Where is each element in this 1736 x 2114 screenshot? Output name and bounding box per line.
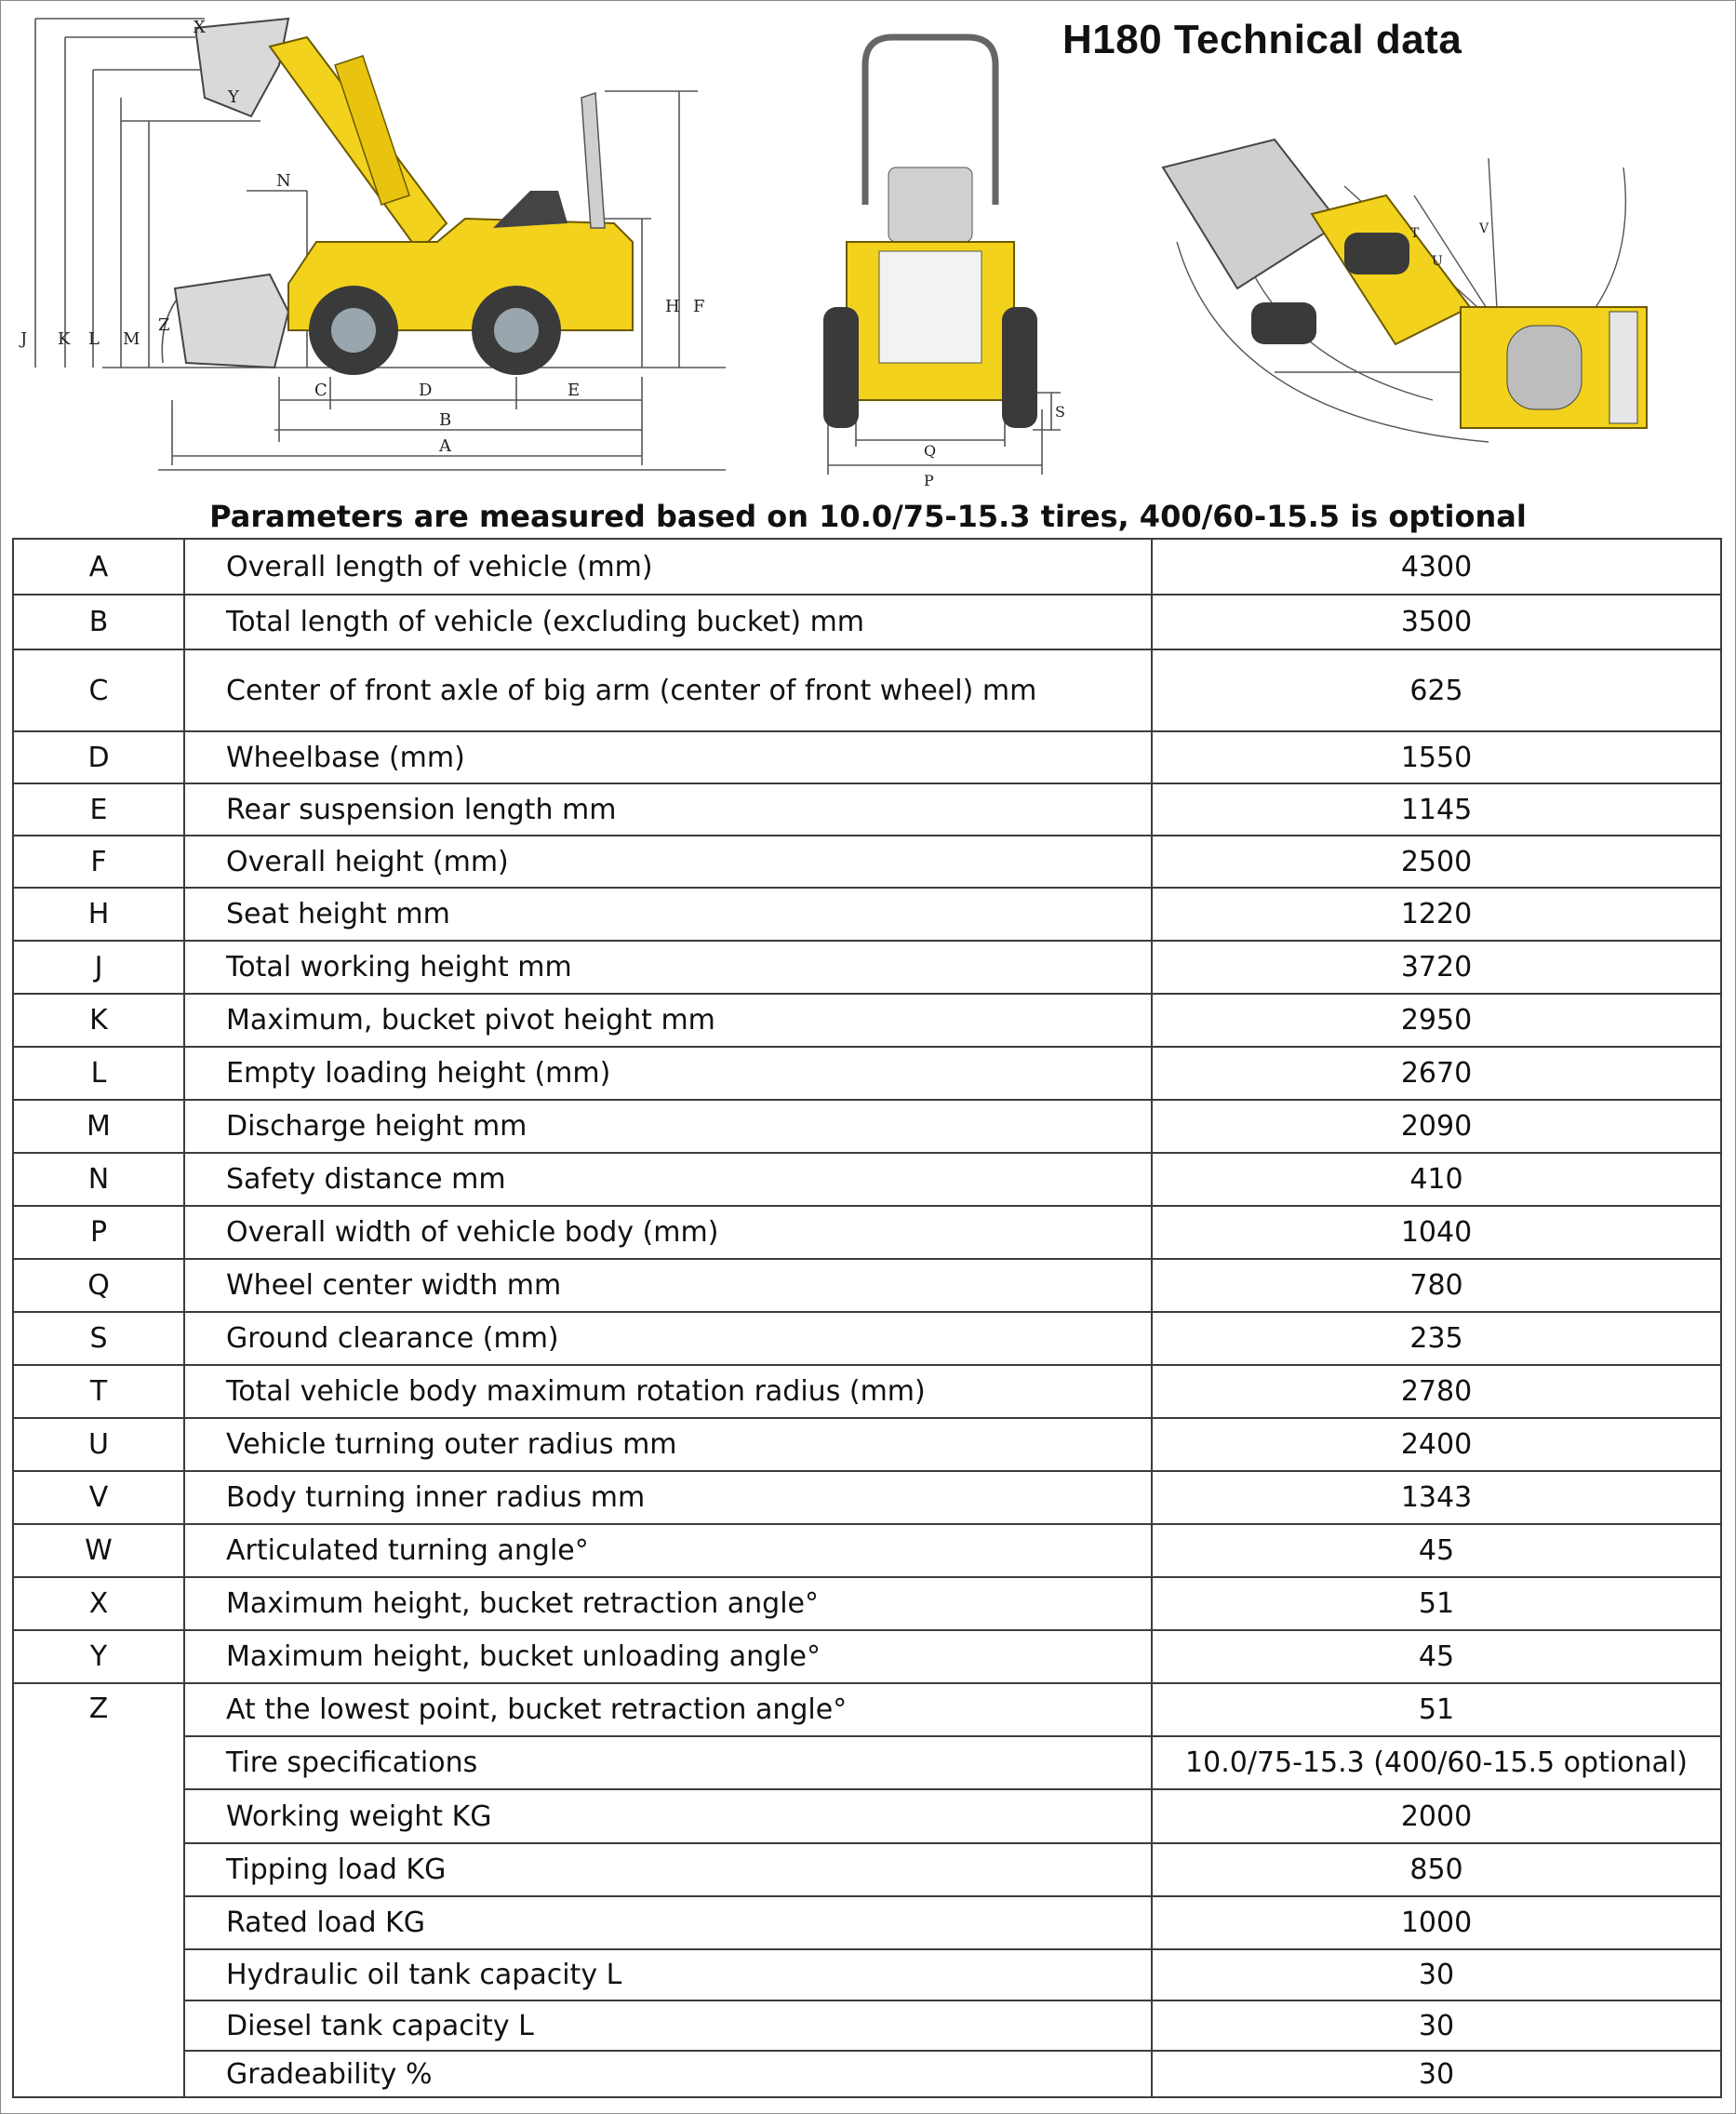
row-parameter: Articulated turning angle° xyxy=(184,1524,1152,1577)
row-code: N xyxy=(13,1153,184,1206)
table-row xyxy=(13,595,1721,649)
side-label-x: X xyxy=(194,18,206,37)
row-value: 1343 xyxy=(1152,1471,1721,1524)
row-parameter: Gradeability % xyxy=(184,2051,1152,2097)
front-view-diagram xyxy=(814,28,1070,493)
side-label-c: C xyxy=(314,381,327,400)
row-code: V xyxy=(13,1471,184,1524)
row-code: D xyxy=(13,731,184,783)
row-code: W xyxy=(13,1524,184,1577)
row-value: 51 xyxy=(1152,1577,1721,1630)
row-value: 1550 xyxy=(1152,731,1721,783)
row-parameter: Maximum height, bucket unloading angle° xyxy=(184,1630,1152,1683)
table-row xyxy=(13,649,1721,731)
row-value: 4300 xyxy=(1152,539,1721,595)
table-row xyxy=(13,783,1721,836)
row-code: C xyxy=(13,649,184,731)
row-value: 1220 xyxy=(1152,888,1721,941)
technical-data-table xyxy=(12,538,1722,2098)
front-label-p: P xyxy=(924,472,934,489)
row-parameter: Diesel tank capacity L xyxy=(184,2000,1152,2051)
side-label-h: H xyxy=(665,297,680,316)
row-value: 45 xyxy=(1152,1524,1721,1577)
turn-label-u: U xyxy=(1432,254,1443,269)
row-parameter: Total working height mm xyxy=(184,941,1152,994)
row-parameter: Tire specifications xyxy=(184,1736,1152,1789)
side-label-m: M xyxy=(123,329,140,349)
side-label-l: L xyxy=(88,329,100,349)
row-code: E xyxy=(13,783,184,836)
row-parameter: Seat height mm xyxy=(184,888,1152,941)
side-label-k: K xyxy=(58,329,71,349)
row-parameter: Overall width of vehicle body (mm) xyxy=(184,1206,1152,1259)
row-parameter: Maximum, bucket pivot height mm xyxy=(184,994,1152,1047)
table-row xyxy=(13,1259,1721,1312)
side-label-z: Z xyxy=(158,315,170,335)
row-parameter: Wheel center width mm xyxy=(184,1259,1152,1312)
row-value: 1040 xyxy=(1152,1206,1721,1259)
row-value: 3500 xyxy=(1152,595,1721,649)
table-row xyxy=(13,1100,1721,1153)
row-code: Q xyxy=(13,1259,184,1312)
row-parameter: Total length of vehicle (excluding bucket) mm xyxy=(184,595,1152,649)
turn-label-t: T xyxy=(1410,226,1420,241)
row-parameter: Wheelbase (mm) xyxy=(184,731,1152,783)
row-parameter: Working weight KG xyxy=(184,1789,1152,1843)
table-row xyxy=(13,2000,1721,2051)
row-value: 1145 xyxy=(1152,783,1721,836)
row-code: Z xyxy=(13,1683,184,2097)
row-code: A xyxy=(13,539,184,595)
row-parameter: Rear suspension length mm xyxy=(184,783,1152,836)
turning-radius-diagram xyxy=(1154,121,1675,456)
table-row xyxy=(13,1683,1721,1736)
row-parameter: Overall length of vehicle (mm) xyxy=(184,539,1152,595)
table-row xyxy=(13,836,1721,888)
table-row xyxy=(13,1949,1721,2000)
table-row xyxy=(13,1843,1721,1896)
row-parameter: Maximum height, bucket retraction angle° xyxy=(184,1577,1152,1630)
row-code: J xyxy=(13,941,184,994)
row-code: X xyxy=(13,1577,184,1630)
row-value: 410 xyxy=(1152,1153,1721,1206)
diagram-header xyxy=(0,0,1736,501)
table-row xyxy=(13,1736,1721,1789)
side-label-a: A xyxy=(439,436,451,456)
row-parameter: Overall height (mm) xyxy=(184,836,1152,888)
side-label-d: D xyxy=(419,381,433,400)
row-parameter: Tipping load KG xyxy=(184,1843,1152,1896)
side-label-f: F xyxy=(693,297,705,316)
row-value: 2780 xyxy=(1152,1365,1721,1418)
row-parameter: At the lowest point, bucket retraction angle° xyxy=(184,1683,1152,1736)
row-value: 3720 xyxy=(1152,941,1721,994)
row-value: 2950 xyxy=(1152,994,1721,1047)
side-label-j: J xyxy=(20,329,28,349)
table-row xyxy=(13,731,1721,783)
table-row xyxy=(13,941,1721,994)
table-row xyxy=(13,888,1721,941)
row-code: Y xyxy=(13,1630,184,1683)
side-label-b: B xyxy=(439,410,452,430)
row-value: 30 xyxy=(1152,1949,1721,2000)
row-code: T xyxy=(13,1365,184,1418)
row-parameter: Ground clearance (mm) xyxy=(184,1312,1152,1365)
side-view-diagram xyxy=(9,9,735,484)
row-value: 850 xyxy=(1152,1843,1721,1896)
row-value: 45 xyxy=(1152,1630,1721,1683)
row-parameter: Vehicle turning outer radius mm xyxy=(184,1418,1152,1471)
row-value: 10.0/75-15.3 (400/60-15.5 optional) xyxy=(1152,1736,1721,1789)
row-code: H xyxy=(13,888,184,941)
table-row xyxy=(13,1896,1721,1949)
row-parameter: Total vehicle body maximum rotation radius (mm) xyxy=(184,1365,1152,1418)
side-label-e: E xyxy=(568,381,581,400)
table-row xyxy=(13,1047,1721,1100)
row-parameter: Empty loading height (mm) xyxy=(184,1047,1152,1100)
table-row xyxy=(13,1153,1721,1206)
row-value: 30 xyxy=(1152,2051,1721,2097)
row-value: 780 xyxy=(1152,1259,1721,1312)
row-code: K xyxy=(13,994,184,1047)
row-parameter: Safety distance mm xyxy=(184,1153,1152,1206)
table-row xyxy=(13,994,1721,1047)
table-row xyxy=(13,1524,1721,1577)
row-parameter: Body turning inner radius mm xyxy=(184,1471,1152,1524)
row-value: 1000 xyxy=(1152,1896,1721,1949)
table-row xyxy=(13,1577,1721,1630)
side-label-y: Y xyxy=(228,87,239,107)
row-value: 2500 xyxy=(1152,836,1721,888)
row-value: 625 xyxy=(1152,649,1721,731)
row-code: L xyxy=(13,1047,184,1100)
parameters-note: Parameters are measured based on 10.0/75-15.3 tires, 400/60-15.5 is optional xyxy=(209,499,1527,534)
row-value: 235 xyxy=(1152,1312,1721,1365)
row-value: 2000 xyxy=(1152,1789,1721,1843)
table-row xyxy=(13,1206,1721,1259)
row-value: 30 xyxy=(1152,2000,1721,2051)
row-value: 51 xyxy=(1152,1683,1721,1736)
row-parameter: Center of front axle of big arm (center of front wheel) mm xyxy=(184,649,1152,731)
row-code: U xyxy=(13,1418,184,1471)
table-row xyxy=(13,539,1721,595)
side-label-n: N xyxy=(276,171,291,191)
table-row xyxy=(13,1312,1721,1365)
table-row xyxy=(13,1365,1721,1418)
row-code: S xyxy=(13,1312,184,1365)
row-value: 2400 xyxy=(1152,1418,1721,1471)
page-title: H180 Technical data xyxy=(1062,17,1462,62)
table-row xyxy=(13,1418,1721,1471)
table-row xyxy=(13,1789,1721,1843)
row-parameter: Rated load KG xyxy=(184,1896,1152,1949)
row-code: M xyxy=(13,1100,184,1153)
row-parameter: Discharge height mm xyxy=(184,1100,1152,1153)
row-value: 2090 xyxy=(1152,1100,1721,1153)
front-label-q: Q xyxy=(924,442,937,460)
table-row xyxy=(13,2051,1721,2097)
front-label-s: S xyxy=(1055,403,1065,421)
table-row xyxy=(13,1630,1721,1683)
row-code: B xyxy=(13,595,184,649)
row-value: 2670 xyxy=(1152,1047,1721,1100)
row-code: P xyxy=(13,1206,184,1259)
row-parameter: Hydraulic oil tank capacity L xyxy=(184,1949,1152,2000)
row-code: F xyxy=(13,836,184,888)
table-row xyxy=(13,1471,1721,1524)
turn-label-v: V xyxy=(1479,221,1489,236)
